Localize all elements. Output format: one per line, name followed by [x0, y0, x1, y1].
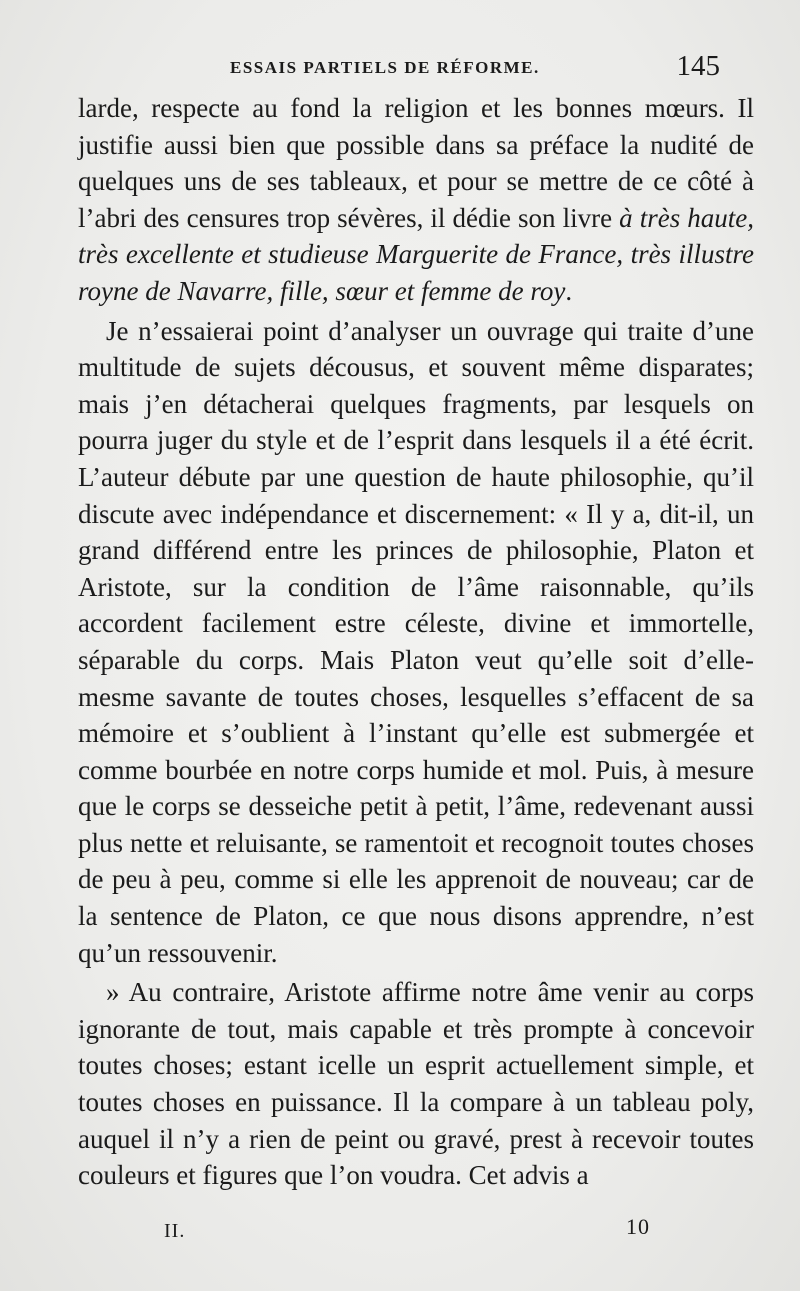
paragraph — [78, 313, 754, 972]
page-footer — [60, 1210, 760, 1250]
body-text — [78, 90, 754, 1194]
page-header — [60, 50, 760, 90]
running-head: ESSAIS PARTIELS DE RÉFORME. — [230, 58, 540, 77]
text-segment: . — [565, 275, 573, 306]
gathering-signature: 10 — [626, 1214, 650, 1239]
paragraph — [78, 974, 754, 1194]
volume-signature: II. — [164, 1220, 186, 1242]
text-segment: » Au contraire, Aristote affirme notre âme venir au corps ignorante de tout, mais capable et très prompte à concevoir toutes choses; estant icelle un esprit actuellement simple, et toutes choses en puissance. Il la compare à un tableau poly, auquel il n’y a rien de peint ou gravé, prest à recevoir toutes couleurs et figures que l’on voudra. Cet advis a — [78, 977, 754, 1191]
paragraph — [78, 90, 754, 310]
text-segment: Je n’essaierai point d’analyser un ouvrage qui traite d’une multitude de sujets décousus, et souvent même disparates; mais j’en détacherai quelques fragments, par lesquels on pourra juger du style et de l’esprit dans lesquels il a été écrit. L’auteur débute par une question de haute philosophie, qu’il discute avec indépendance et discernement: « Il y a, dit-il, un grand différend entre les princes de philosophie, Platon et Aristote, sur la condition de l’âme raisonnable, qu’ils accordent facilement estre céleste, divine et immortelle, séparable du corps. Mais Platon veut qu’elle soit d’elle-mesme savante de toutes choses, lesquelles s’effacent de sa mémoire et s’oublient à l’instant qu’elle est submergée et comme bourbée en notre corps humide et mol. Puis, à mesure que le corps se desseiche petit à petit, l’âme, redevenant aussi plus nette et reluisante, se ramentoit et recognoit toutes choses de peu à peu, comme si elle les apprenoit de nouveau; car de la sentence de Platon, ce que nous disons apprendre, n’est qu’un ressouvenir. — [78, 315, 754, 968]
page-number: 145 — [676, 50, 720, 82]
text-segment: larde, respecte au fond la religion et les bonnes mœurs. Il justifie aussi bien que possible dans sa préface la nudité de quelques uns de ses tableaux, et pour se mettre de ce côté à l’abri des censures trop sévères, il dédie son livre — [78, 93, 754, 233]
dedication-italic: à très haute, très excellente et studieuse Marguerite de France, très illustre royne de Navarre, fille, sœur et femme de roy — [78, 202, 754, 306]
